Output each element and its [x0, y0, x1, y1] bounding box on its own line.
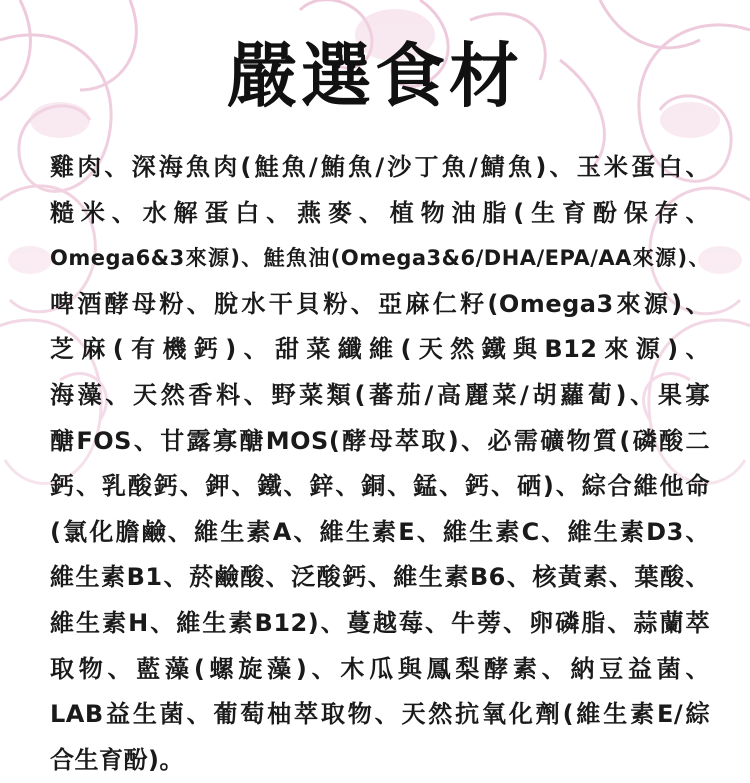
ingredient-line: 糙米、水解蛋白、燕麥、植物油脂(生育酚保存、 — [50, 198, 710, 227]
ingredient-line: (氯化膽鹼、維生素A、維生素E、維生素C、維生素D3、 — [50, 517, 710, 546]
page-title: 嚴選食材 — [227, 35, 523, 117]
ingredient-line: 維生素B1、菸鹼酸、泛酸鈣、維生素B6、核黃素、葉酸、 — [50, 563, 710, 592]
ingredient-line: 芝麻(有機鈣)、甜菜纖維(天然鐵與B12來源)、 — [50, 335, 710, 364]
ingredient-line: 維生素H、維生素B12)、蔓越莓、牛蒡、卵磷脂、蒜蘭萃 — [50, 608, 710, 637]
ingredient-line: Omega6&3來源)、鮭魚油(Omega3&6/DHA/EPA/AA來源)、 — [50, 246, 710, 271]
ingredient-line: 合生育酚)。 — [50, 745, 184, 774]
ingredient-list — [50, 145, 710, 783]
ingredient-line: 鈣、乳酸鈣、鉀、鐵、鋅、銅、錳、鈣、硒)、綜合維他命 — [50, 472, 710, 501]
ingredient-line: 啤酒酵母粉、脫水干貝粉、亞麻仁籽(Omega3來源)、 — [50, 289, 710, 318]
ingredient-line: 醣FOS、甘露寡醣MOS(酵母萃取)、必需礦物質(磷酸二 — [50, 426, 710, 455]
ingredient-line: LAB益生菌、葡萄柚萃取物、天然抗氧化劑(維生素E/綜 — [50, 700, 710, 729]
ingredient-line: 雞肉、深海魚肉(鮭魚/鮪魚/沙丁魚/鯖魚)、玉米蛋白、 — [50, 153, 710, 181]
ingredient-line: 海藻、天然香料、野菜類(蕃茄/高麗菜/胡蘿蔔)、果寡 — [50, 380, 710, 409]
ingredient-line: 取物、藍藻(螺旋藻)、木瓜與鳳梨酵素、納豆益菌、 — [50, 654, 710, 683]
